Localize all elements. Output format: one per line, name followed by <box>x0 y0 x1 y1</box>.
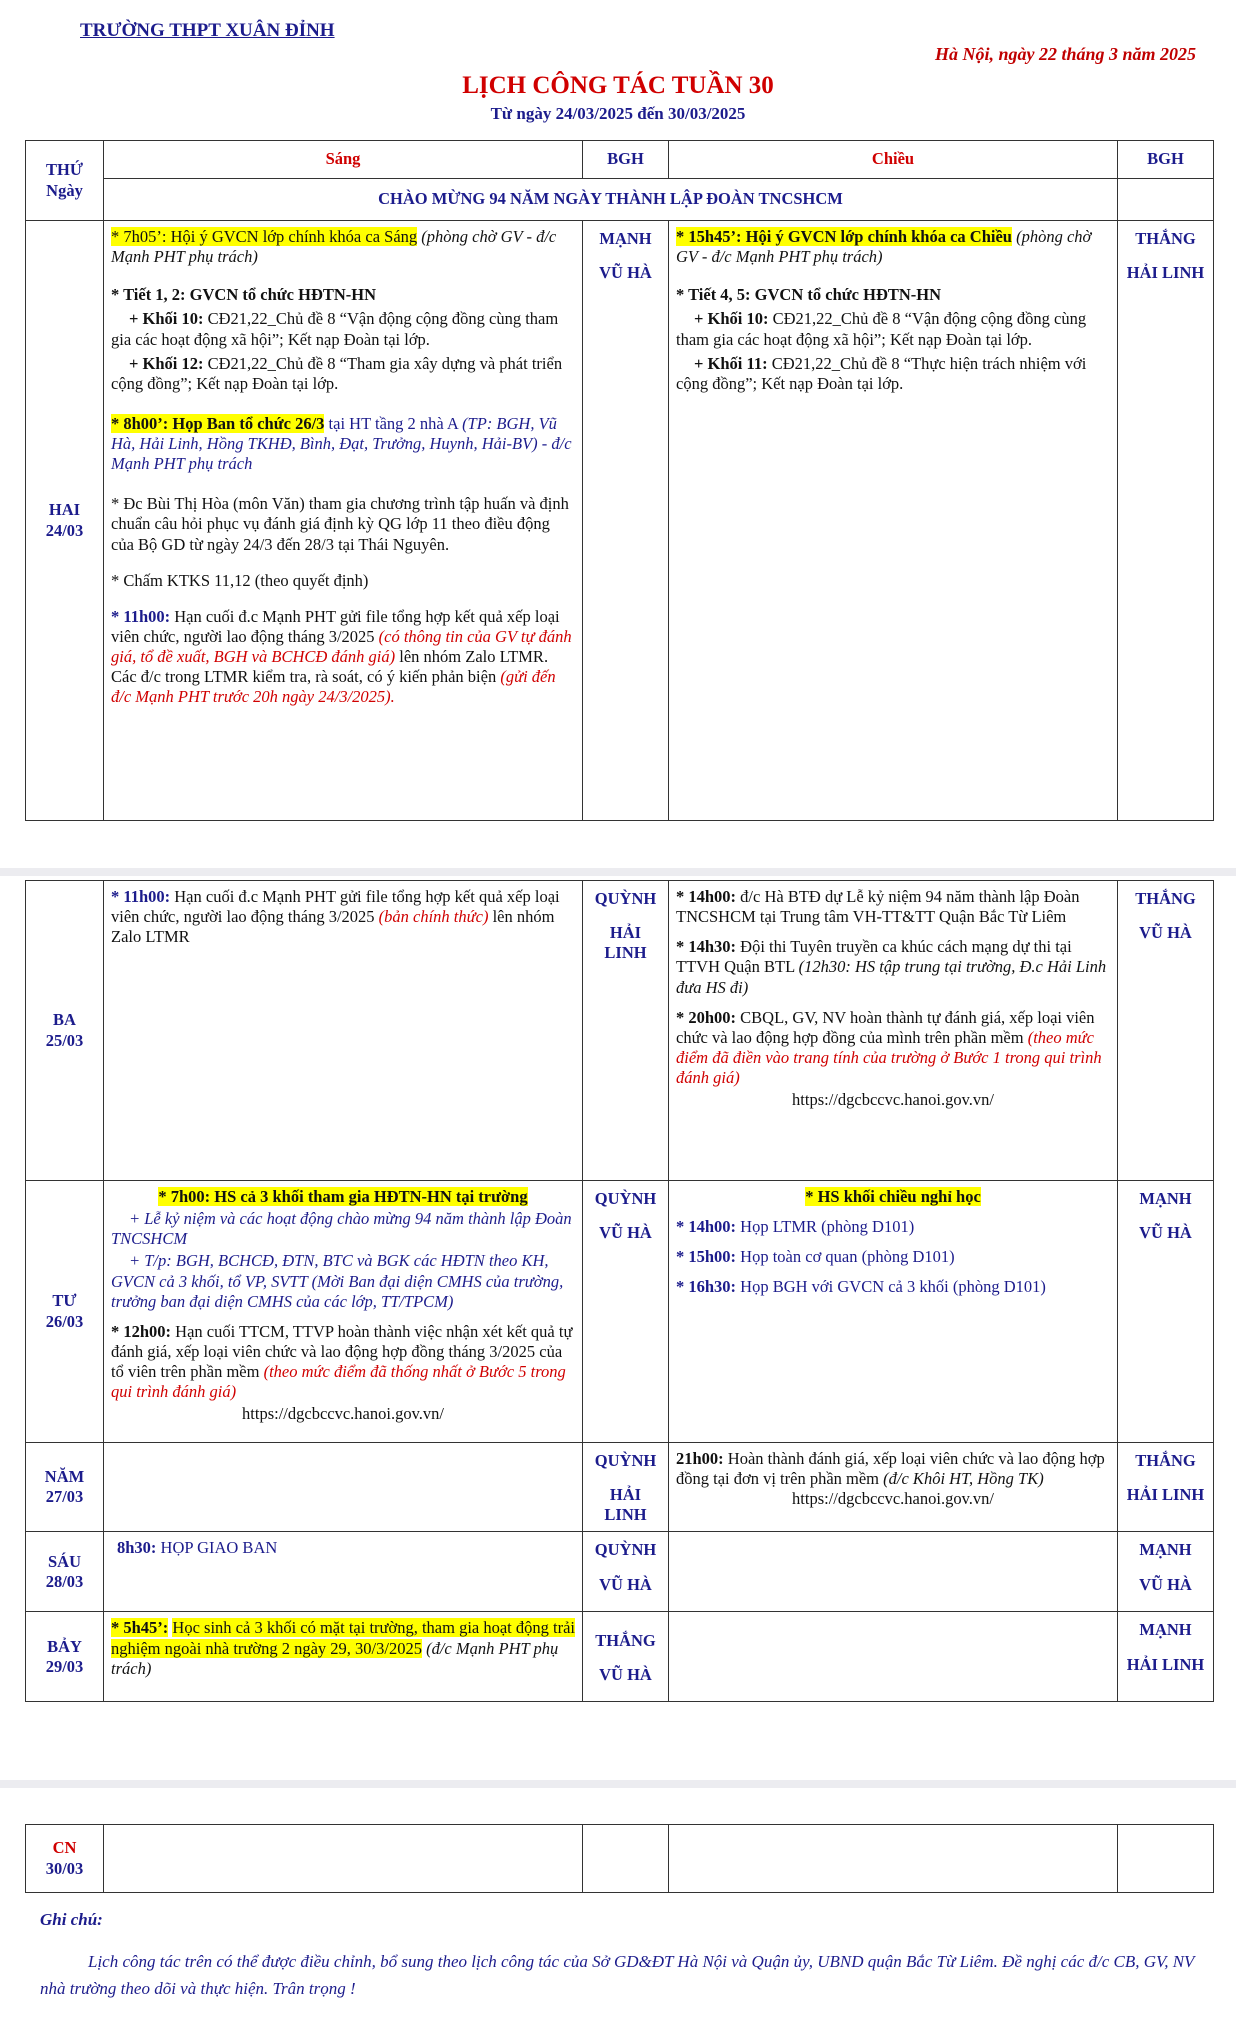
event-note: (12h30: HS tập trung tại trường, Đ.c Hải Linh đưa HS đi) <box>676 957 1107 997</box>
event-note: (có thông tin của GV tự đánh giá, tổ đề xuất, BGH và BCHCĐ đánh giá) <box>111 626 572 666</box>
grade-label: + Khối 12: <box>129 353 204 373</box>
day-date: 26/03 <box>45 1311 84 1331</box>
day-cell-sat <box>26 1612 104 1702</box>
morning-cell-mon <box>104 221 583 821</box>
bgh-name: HẢI LINH <box>1126 263 1205 283</box>
header-day-label: THỨ <box>46 160 83 180</box>
bgh-afternoon-sun <box>1118 1825 1214 1893</box>
day-date: 30/03 <box>45 1858 84 1878</box>
morning-cell-tue <box>104 881 583 1181</box>
event-time: * 8h00’: Họp Ban tổ chức 26/3 <box>111 413 325 433</box>
page-subtitle: Từ ngày 24/03/2025 đến 30/03/2025 <box>490 104 746 123</box>
day-cell-wed <box>26 1181 104 1443</box>
event-note: (đ/c Mạnh PHT phụ trách) <box>111 1638 559 1678</box>
page-title: LỊCH CÔNG TÁC TUẦN 30 <box>462 72 774 99</box>
event-text: (TP: BGH, Vũ Hà, Hải Linh, Hồng TKHĐ, Bình, Đạt, Trưởng, Huynh, Hải-BV) - đ/c Mạnh PHT phụ trách <box>111 413 572 474</box>
url-text: https://dgcbccvc.hanoi.gov.vn/ <box>242 1404 444 1424</box>
event-text: * Đc Bùi Thị Hòa (môn Văn) tham gia chương trình tập huấn và định chuẩn câu hỏi phục vụ đánh giá định kỳ QG lớp 11 theo điều động của Bộ GD từ ngày 24/3 đến 28/3 tại Thái Nguyên. <box>111 494 569 554</box>
event-note: (theo mức điểm đã điền vào trang tính của trường ở Bước 1 trong qui trình đánh giá) <box>676 1027 1102 1087</box>
day-cell-fri <box>26 1532 104 1612</box>
event-time: * 12h00: <box>111 1321 172 1341</box>
bgh-name: HẢI LINH <box>604 1485 647 1525</box>
day-date: 25/03 <box>45 1030 84 1050</box>
header-bgh-afternoon: BGH <box>1118 141 1214 179</box>
day-name: HAI <box>48 500 81 520</box>
event-text: Học sinh cả 3 khối có mặt tại trường, tham gia hoạt động trải nghiệm ngoài nhà trường 2 ngày 29, 30/3/2025 <box>111 1618 575 1658</box>
morning-cell-fri <box>104 1532 583 1612</box>
bgh-name: MẠNH <box>1139 1189 1192 1208</box>
header-day-cell <box>26 141 104 221</box>
event-text: Họp LTMR (phòng D101) <box>740 1217 915 1237</box>
bgh-name: VŨ HÀ <box>1139 923 1192 943</box>
bgh-name: MẠNH <box>1139 1620 1192 1640</box>
event-time: * 14h00: <box>676 1217 737 1237</box>
bgh-name: VŨ HÀ <box>1139 1574 1192 1594</box>
day-name: BA <box>53 1010 76 1030</box>
bgh-afternoon-sat <box>1118 1612 1214 1702</box>
day-name: SÁU <box>47 1551 81 1571</box>
bgh-name: VŨ HÀ <box>599 1664 652 1684</box>
event-text: (phòng chờ GV - đ/c Mạnh PHT phụ trách) <box>676 227 1092 267</box>
header-date-label: Ngày <box>46 180 83 200</box>
day-cell-mon <box>26 221 104 821</box>
event-note: (đ/c Khôi HT, Hồng TK) <box>883 1469 1044 1489</box>
event-time: 8h30: <box>117 1538 157 1558</box>
bgh-name: QUỲNH <box>594 889 657 908</box>
bgh-morning-thu <box>583 1443 669 1532</box>
event-note: (bản chính thức) <box>378 907 489 927</box>
banner-empty-cell <box>1118 179 1214 221</box>
event-note: (gửi đến đ/c Mạnh PHT trước 20h ngày 24/3/2025). <box>111 667 556 707</box>
grade-label: + Khối 10: <box>694 309 769 329</box>
event-text: lên nhóm Zalo LTMR <box>111 907 555 947</box>
bgh-afternoon-wed <box>1118 1181 1214 1443</box>
bgh-name: HẢI LINH <box>1126 1485 1205 1505</box>
bgh-afternoon-tue <box>1118 881 1214 1181</box>
event-text: (phòng chờ GV - đ/c Mạnh PHT phụ trách) <box>111 227 557 267</box>
event-note: (theo mức điểm đã thống nhất ở Bước 5 trong qui trình đánh giá) <box>111 1362 566 1402</box>
event-time: * 14h30: <box>676 937 737 957</box>
day-name: BẢY <box>47 1636 82 1656</box>
event-text: CĐ21,22_Chủ đề 8 “Thực hiện trách nhiệm với cộng đồng”; Kết nạp Đoàn tại lớp. <box>676 353 1087 393</box>
page-break <box>0 868 1236 876</box>
event-text: Hạn cuối đ.c Mạnh PHT gửi file tổng hợp kết quả xếp loại viên chức, người lao động tháng 3/2025 <box>111 887 560 927</box>
afternoon-cell-wed <box>669 1181 1118 1443</box>
bgh-morning-fri <box>583 1532 669 1612</box>
day-name: CN <box>52 1838 77 1858</box>
event-time: * 14h00: <box>676 887 737 906</box>
event-text: Họp toàn cơ quan (phòng D101) <box>740 1247 955 1267</box>
event-text: Hạn cuối TTCM, TTVP hoàn thành việc nhận xét kết quả tự đánh giá, xếp loại viên chức và lao động hợp đồng tháng 3/2025 của tổ viên trên phần mềm <box>111 1321 573 1381</box>
event-title: * Tiết 4, 5: GVCN tổ chức HĐTN-HN <box>676 285 942 305</box>
bgh-name: QUỲNH <box>594 1451 657 1470</box>
afternoon-cell-thu <box>669 1443 1118 1532</box>
schedule-table-page1 <box>25 140 1214 821</box>
event-title: * Tiết 1, 2: GVCN tổ chức HĐTN-HN <box>111 285 377 305</box>
bgh-name: MẠNH <box>1139 1540 1192 1560</box>
afternoon-cell-mon <box>669 221 1118 821</box>
bgh-morning-tue <box>583 881 669 1181</box>
bgh-name: HẢI LINH <box>604 923 647 963</box>
event-text: CĐ21,22_Chủ đề 8 “Vận động cộng đồng cùng tham gia các hoạt động xã hội”; Kết nạp Đoàn tại lớp. <box>676 309 1087 349</box>
day-cell-sun <box>26 1825 104 1893</box>
date-line: Hà Nội, ngày 22 tháng 3 năm 2025 <box>934 44 1196 64</box>
afternoon-cell-sun <box>669 1825 1118 1893</box>
header-afternoon: Chiều <box>669 141 1118 179</box>
bgh-afternoon-mon <box>1118 221 1214 821</box>
event-text: Đội thi Tuyên truyền ca khúc cách mạng dự thi tại TTVH Quận BTL <box>676 937 1072 977</box>
morning-cell-sat <box>104 1612 583 1702</box>
event-time: * 15h00: <box>676 1247 737 1267</box>
bgh-afternoon-fri <box>1118 1532 1214 1612</box>
schedule-table-page3 <box>25 1824 1214 1893</box>
event-text: Hoàn thành đánh giá, xếp loại viên chức và lao động hợp đồng tại đơn vị trên phần mềm <box>676 1449 1105 1489</box>
day-date: 29/03 <box>45 1656 84 1676</box>
header-bgh-morning: BGH <box>583 141 669 179</box>
afternoon-cell-tue <box>669 881 1118 1181</box>
event-time: * 15h45’: Hội ý GVCN lớp chính khóa ca Chiều <box>676 227 1012 246</box>
note-label: Ghi chú: <box>40 1910 103 1929</box>
bgh-name: THẮNG <box>1135 229 1196 248</box>
day-cell-tue <box>26 881 104 1181</box>
event-text: Hạn cuối đ.c Mạnh PHT gửi file tổng hợp kết quả xếp loại viên chức, người lao động tháng 3/2025 <box>111 606 560 646</box>
morning-cell-wed <box>104 1181 583 1443</box>
bgh-name: THẮNG <box>1135 1451 1196 1470</box>
event-text: CĐ21,22_Chủ đề 8 “Tham gia xây dựng và phát triển cộng đồng”; Kết nạp Đoàn tại lớp. <box>111 353 563 393</box>
bgh-name: VŨ HÀ <box>599 263 652 283</box>
event-place: tại HT tầng 2 nhà A <box>328 413 458 433</box>
morning-cell-thu <box>104 1443 583 1532</box>
afternoon-cell-sat <box>669 1612 1118 1702</box>
bgh-name: VŨ HÀ <box>599 1574 652 1594</box>
event-text: lên nhóm Zalo LTMR. Các đ/c trong LTMR kiểm tra, rà soát, có ý kiến phản biện <box>111 647 549 687</box>
event-text: đ/c Hà BTĐ dự Lễ kỷ niệm 94 năm thành lập Đoàn TNCSHCM tại Trung tâm VH-TT&TT Quận Bắc Từ Liêm <box>676 887 1080 927</box>
event-time: * 5h45’: <box>111 1618 169 1638</box>
event-title: * 7h00: HS cả 3 khối tham gia HĐTN-HN tại trường <box>158 1187 528 1206</box>
event-time: * 16h30: <box>676 1277 737 1297</box>
day-cell-thu <box>26 1443 104 1532</box>
page-break <box>0 1780 1236 1788</box>
note-text: Lịch công tác trên có thể được điều chỉnh, bổ sung theo lịch công tác của Sở GD&ĐT Hà Nội và Quận ủy, UBND quận Bắc Từ Liêm. Đề nghị các đ/c CB, GV, NV nhà trường theo dõi và thực hiện. Trân trọng ! <box>40 1952 1195 1999</box>
bgh-morning-mon <box>583 221 669 821</box>
bgh-morning-sat <box>583 1612 669 1702</box>
grade-label: + Khối 11: <box>694 353 768 373</box>
event-text: CBQL, GV, NV hoàn thành tự đánh giá, xếp loại viên chức và lao động hợp đồng của mình trên phần mềm <box>676 1007 1095 1047</box>
event-title: * HS khối chiều nghỉ học <box>805 1187 981 1206</box>
url-text: https://dgcbccvc.hanoi.gov.vn/ <box>792 1090 994 1110</box>
bgh-name: THẮNG <box>595 1630 656 1650</box>
event-text: Họp BGH với GVCN cả 3 khối (phòng D101) <box>740 1277 1046 1297</box>
bgh-morning-sun <box>583 1825 669 1893</box>
bgh-name: MẠNH <box>599 229 652 248</box>
url-text: https://dgcbccvc.hanoi.gov.vn/ <box>792 1489 994 1509</box>
schedule-table-page2 <box>25 880 1214 1702</box>
event-time: * 20h00: <box>676 1007 737 1027</box>
day-date: 27/03 <box>45 1487 84 1507</box>
event-text: * Chấm KTKS 11,12 (theo quyết định) <box>111 570 369 590</box>
afternoon-cell-fri <box>669 1532 1118 1612</box>
event-time: 21h00: <box>676 1449 724 1468</box>
bgh-name: VŨ HÀ <box>599 1223 652 1243</box>
event-time: * 7h05’: Hội ý GVCN lớp chính khóa ca Sáng <box>111 227 418 246</box>
bgh-name: VŨ HÀ <box>1139 1223 1192 1243</box>
banner: CHÀO MỪNG 94 NĂM NGÀY THÀNH LẬP ĐOÀN TNCSHCM <box>104 179 1118 221</box>
event-text: + Lễ kỷ niệm và các hoạt động chào mừng 94 năm thành lập Đoàn TNCSHCM <box>111 1209 572 1249</box>
bgh-name: QUỲNH <box>594 1540 657 1560</box>
header-morning: Sáng <box>104 141 583 179</box>
school-name: TRƯỜNG THPT XUÂN ĐỈNH <box>80 20 335 41</box>
day-name: NĂM <box>44 1467 85 1487</box>
bgh-name: QUỲNH <box>594 1189 657 1208</box>
grade-label: + Khối 10: <box>129 309 204 329</box>
bgh-name: HẢI LINH <box>1126 1654 1205 1674</box>
day-name: TƯ <box>52 1291 77 1311</box>
morning-cell-sun <box>104 1825 583 1893</box>
event-time: * 11h00: <box>111 606 171 626</box>
event-time: * 11h00: <box>111 887 171 906</box>
event-text: CĐ21,22_Chủ đề 8 “Vận động cộng đồng cùng tham gia các hoạt động xã hội”; Kết nạp Đoàn tại lớp. <box>111 309 559 349</box>
day-date: 24/03 <box>45 520 84 540</box>
event-text: + T/p: BGH, BCHCĐ, ĐTN, BTC và BGK các HĐTN theo KH, GVCN cả 3 khối, tổ VP, SVTT (Mời Ban đại diện CMHS của trường, trưởng ban đại diện CMHS của các lớp, TT/TPCM) <box>111 1251 564 1311</box>
bgh-morning-wed <box>583 1181 669 1443</box>
event-text: HỌP GIAO BAN <box>160 1538 278 1558</box>
day-date: 28/03 <box>45 1571 84 1591</box>
bgh-afternoon-thu <box>1118 1443 1214 1532</box>
bgh-name: THẮNG <box>1135 889 1196 908</box>
